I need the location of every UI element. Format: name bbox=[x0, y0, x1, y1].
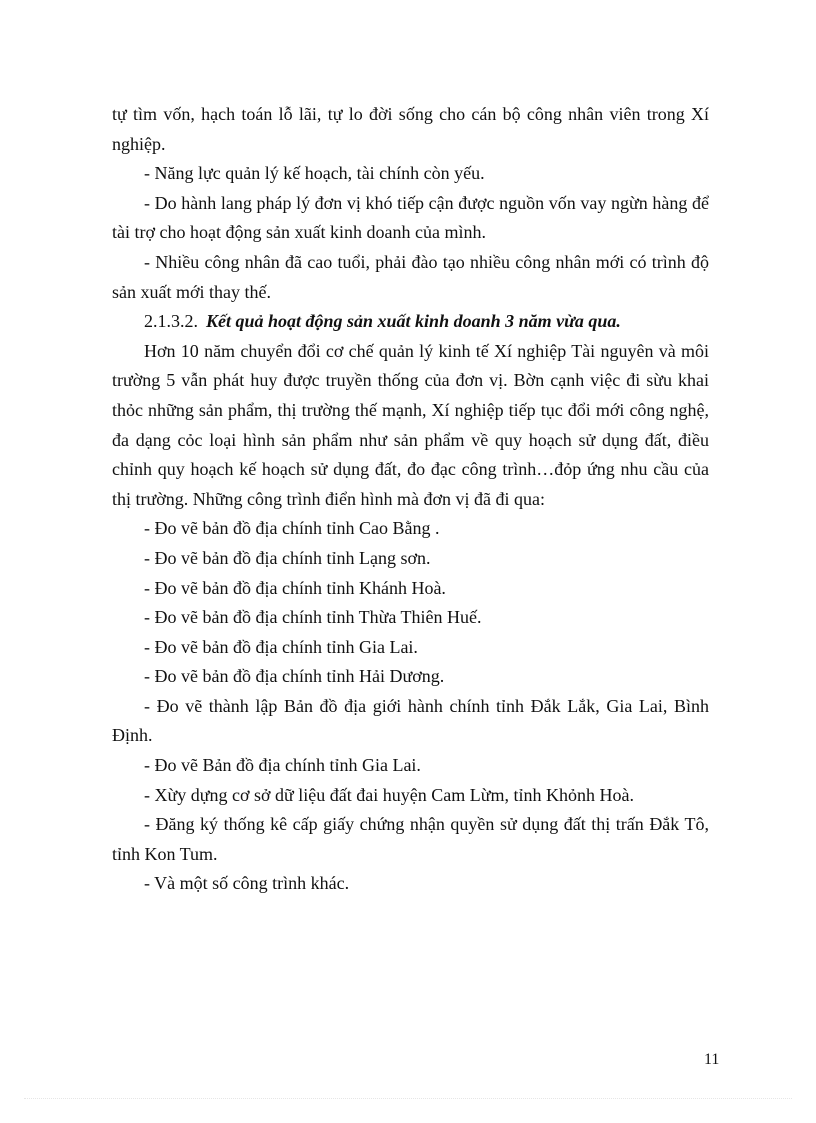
list-item: - Đo vẽ bản đồ địa chính tỉnh Gia Lai. bbox=[144, 636, 418, 657]
page-number: 11 bbox=[704, 1051, 720, 1068]
paragraph-continuation: tự tìm vốn, hạch toán lỗ lãi, tự lo đời sống cho cán bộ công nhân viên trong Xí nghiệp. bbox=[112, 104, 709, 154]
paragraph-weakness-workers: - Nhiều công nhân đã cao tuổi, phải đào tạo nhiều công nhân mới có trình độ sản xuất mới thay thế. bbox=[112, 251, 709, 302]
list-item: - Đo vẽ bản đồ địa chính tỉnh Lạng sơn. bbox=[144, 547, 431, 568]
list-item: - Đo vẽ Bản đồ địa chính tỉnh Gia Lai. bbox=[144, 755, 421, 776]
list-item: - Đăng ký thống kê cấp giấy chứng nhận quyền sử dụng đất thị trấn Đắk Tô, tỉnh Kon Tum. bbox=[112, 814, 709, 864]
section-title: Kết quả hoạt động sản xuất kinh doanh 3 năm vừa qua. bbox=[206, 311, 621, 332]
list-item: - Đo vẽ bản đồ địa chính tỉnh Khánh Hoà. bbox=[144, 577, 446, 598]
list-item: - Đo vẽ bản đồ địa chính tỉnh Cao Bằng . bbox=[144, 518, 440, 539]
section-number: 2.1.3.2. bbox=[144, 311, 198, 332]
paragraph-weakness-finance: - Năng lực quản lý kế hoạch, tài chính còn yếu. bbox=[144, 163, 485, 184]
list-item: - Đo vẽ thành lập Bản đồ địa giới hành chính tỉnh Đắk Lắk, Gia Lai, Bình Định. bbox=[112, 695, 709, 746]
document-page bbox=[112, 100, 709, 899]
list-item: - Xừy dựng cơ sở dữ liệu đất đai huyện Cam Lừm, tỉnh Khỏnh Hoà. bbox=[144, 784, 634, 805]
list-item: - Đo vẽ bản đồ địa chính tỉnh Thừa Thiên Huế. bbox=[144, 607, 482, 628]
paragraph-intro: Hơn 10 năm chuyển đổi cơ chế quản lý kinh tế Xí nghiệp Tài nguyên và môi trường 5 vẫn phát huy được truyền thống của đơn vị. Bờn cạnh việc đi sừu khai thỏc những sản phẩm, thị trường thế mạnh, Xí nghiệp tiếp tục đổi mới công nghệ, đa dạng cỏc loại hình sản phẩm như sản phẩm về quy hoạch sử dụng đất, điều chỉnh quy hoạch kế hoạch sử dụng đất, đo đạc công trình…đỏp ứng nhu cầu của thị trường. Những công trình điển hình mà đơn vị đã đi qua: bbox=[112, 340, 709, 509]
paragraph-weakness-capital: - Do hành lang pháp lý đơn vị khó tiếp cận được nguồn vốn vay ngừn hàng để tài trợ cho hoạt động sản xuất kinh doanh của mình. bbox=[112, 192, 709, 243]
page-bottom-divider bbox=[24, 1098, 792, 1099]
list-item: - Đo vẽ bản đồ địa chính tỉnh Hải Dương. bbox=[144, 666, 445, 687]
list-item: - Và một số công trình khác. bbox=[144, 873, 350, 894]
section-heading bbox=[112, 307, 709, 337]
